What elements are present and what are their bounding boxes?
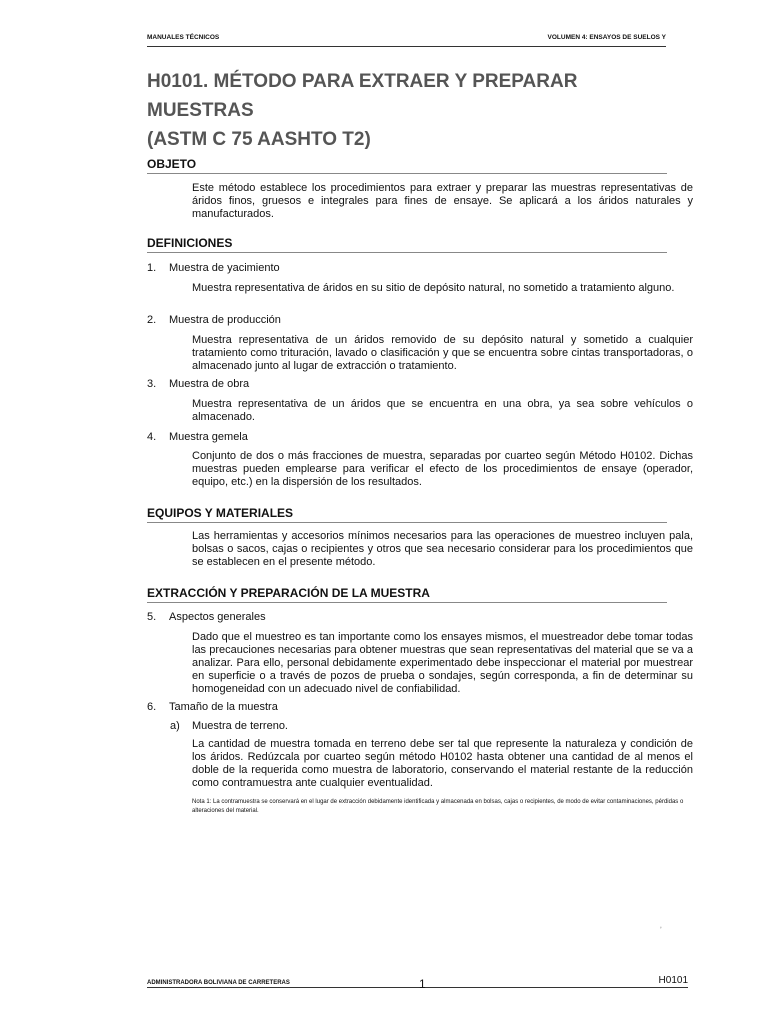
item-number: 3.: [147, 378, 157, 390]
equipos-paragraph: Las herramientas y accesorios mínimos necesarios para las operaciones de muestreo incluyen pala, bolsas o sacos, cajas o recipientes y otros que sea necesario considerar para los procedimientos que se establecen en el presente método.: [192, 530, 693, 568]
section-heading-definiciones: DEFINICIONES: [147, 236, 667, 253]
stray-mark: ʼ: [660, 926, 662, 935]
page-number: 1: [419, 977, 426, 991]
item-label: Muestra de yacimiento: [169, 262, 280, 274]
definition-paragraph: Conjunto de dos o más fracciones de muestra, separadas por cuarteo según Método H0102. Dichas muestras pueden emplearse para verificar el efecto de los procedimientos de ensaye (operador, equipo, etc.) en la dispersión de los resultados.: [192, 450, 693, 488]
section-heading-extraccion: EXTRACCIÓN Y PREPARACIÓN DE LA MUESTRA: [147, 586, 667, 603]
objeto-paragraph: Este método establece los procedimientos para extraer y preparar las muestras representativas de áridos finos, gruesos e integrales para fines de ensaye. Se aplicará a los áridos naturales y manufacturados.: [192, 182, 693, 220]
footer-left: ADMINISTRADORA BOLIVIANA DE CARRETERAS: [147, 980, 290, 986]
section-heading-equipos: EQUIPOS Y MATERIALES: [147, 506, 667, 523]
aspectos-paragraph: Dado que el muestreo es tan importante como los ensayes mismos, el muestreador debe tomar todas las precauciones necesarias para obtener muestras que sean representativas del material que se va a analizar. Para ello, personal debidamente experimentado debe inspeccionar el material por muestrear en superficie o a través de pozos de prueba o sondajes, según corresponda, a fin de determinar su homogeneidad con un adecuado nivel de confiabilidad.: [192, 631, 693, 695]
item-number: 1.: [147, 262, 157, 274]
item-number: 5.: [147, 611, 157, 623]
item-label: Muestra de producción: [169, 314, 281, 326]
item-label: Muestra de obra: [169, 378, 250, 390]
header-left: MANUALES TÉCNICOS: [147, 34, 220, 41]
definition-paragraph: Muestra representativa de un áridos que se encuentra en una obra, ya sea sobre vehículos o almacenado.: [192, 398, 693, 423]
item-number: 6.: [147, 701, 157, 713]
item-label: Tamaño de la muestra: [169, 701, 278, 713]
terreno-paragraph: La cantidad de muestra tomada en terreno debe ser tal que represente la naturaleza y condición de los áridos. Redúzcala por cuarteo según método H0102 hasta obtener una cantidad de al menos el doble de la requerida como muestra de laboratorio, conservando el material restante de la reducción como contramuestra ante cualquier eventualidad.: [192, 738, 693, 789]
definition-paragraph: Muestra representativa de un áridos removido de su depósito natural y sometido a cualquier tratamiento como trituración, lavado o clasificación y que se encuentra sobre cintas transportadoras, o almacenado junto al lugar de extracción o tratamiento.: [192, 334, 693, 372]
footer-right: H0101: [658, 975, 688, 986]
item-label: Aspectos generales: [169, 611, 266, 623]
page-header: [147, 34, 666, 47]
page-footer: [147, 974, 688, 991]
title-line-1: H0101. MÉTODO PARA EXTRAER Y PREPARAR MUESTRAS: [147, 71, 578, 121]
title-line-2: (ASTM C 75 AASHTO T2): [147, 129, 371, 150]
item-number: 4.: [147, 431, 157, 443]
item-label: Muestra de terreno.: [192, 720, 288, 732]
section-heading-objeto: OBJETO: [147, 157, 667, 174]
footnote: Nota 1: La contramuestra se conservará en el lugar de extracción debidamente identificada y almacenada en bolsas, cajas o recipientes, de modo de evitar contaminaciones, pérdidas o alteraciones del material.: [192, 799, 684, 814]
item-label: Muestra gemela: [169, 431, 248, 443]
item-number: a): [170, 720, 180, 732]
item-number: 2.: [147, 314, 157, 326]
header-right: VOLUMEN 4: ENSAYOS DE SUELOS Y: [547, 34, 666, 41]
definition-paragraph: Muestra representativa de áridos en su sitio de depósito natural, no sometido a tratamiento alguno.: [192, 282, 675, 294]
page-title: [147, 67, 687, 154]
